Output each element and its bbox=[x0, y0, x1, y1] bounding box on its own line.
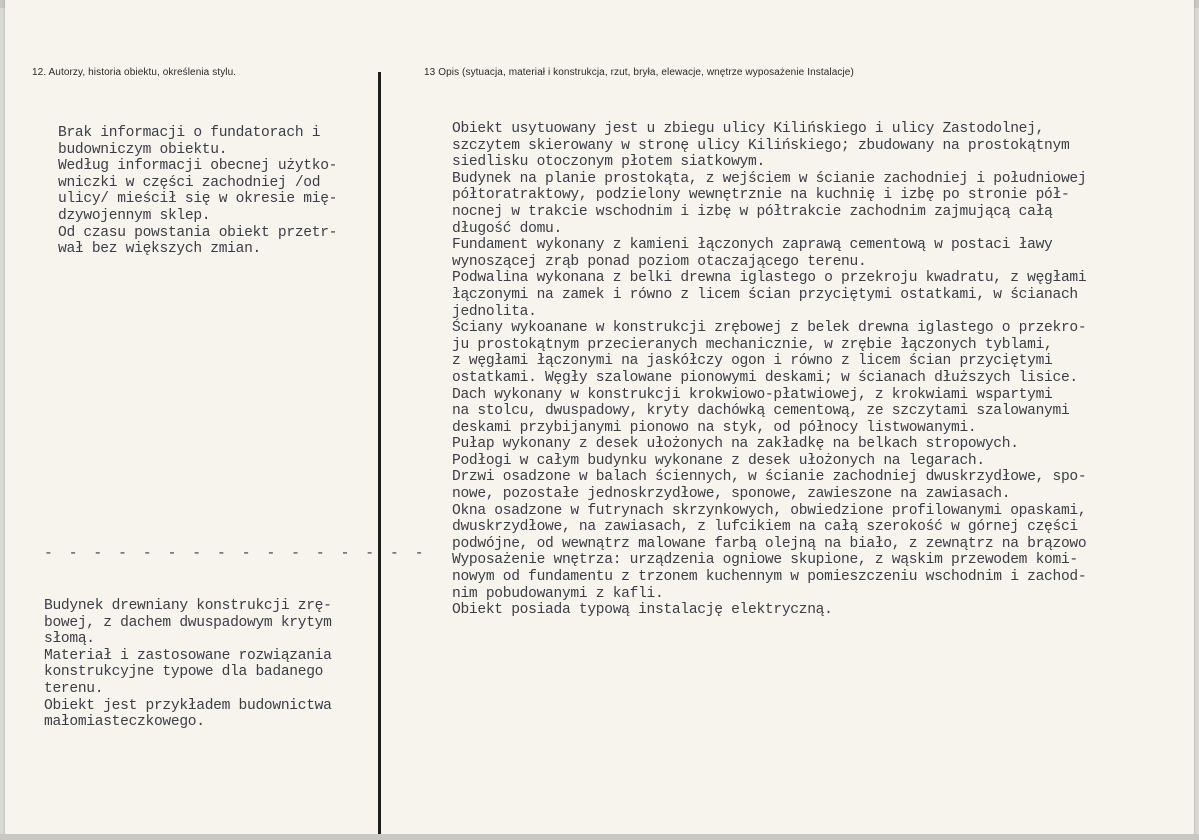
text-line: długość domu. bbox=[452, 220, 562, 237]
text-line: deskami przybijanymi pionowo na styk, od północy listwowanymi. bbox=[452, 419, 977, 436]
text-line: wynoszącej zrąb ponad poziom otaczającego terenu. bbox=[452, 253, 867, 270]
text-line: wniczki w części zachodniej /od bbox=[58, 174, 321, 191]
text-line: Materiał i zastosowane rozwiązania bbox=[44, 647, 332, 664]
text-line: małomiasteczkowego. bbox=[44, 714, 205, 731]
text-line: półtoratraktowy, podzielony wewnętrznie na kuchnię i izbę po stronie pół- bbox=[452, 187, 1070, 204]
text-line: na stolcu, dwuspadowy, kryty dachówką cementową, ze szczytami szalowanymi bbox=[452, 403, 1070, 420]
text-line: słomą. bbox=[44, 631, 95, 648]
text-line: budowniczym obiektu. bbox=[58, 141, 228, 158]
text-line: Obiekt jest przykładem budownictwa bbox=[44, 697, 332, 714]
text-line: szczytem skierowany w stronę ulicy Kilińskiego; zbudowany na prostokątnym bbox=[452, 137, 1070, 154]
text-line: łączonymi na zamek i równo z licem ścian przyciętymi ostatkami, w ścianach bbox=[452, 286, 1078, 303]
text-line: podwójne, od wewnątrz malowane farbą olejną na biało, z zewnątrz na brązowo bbox=[452, 535, 1087, 552]
description-text bbox=[452, 121, 1194, 619]
history-text bbox=[58, 125, 383, 258]
text-line: Obiekt usytuowany jest u zbiegu ulicy Kilińskiego i ulicy Zastodolnej, bbox=[452, 121, 1045, 137]
text-line: ulicy/ mieścił się w okresie mię- bbox=[58, 191, 338, 208]
text-line: Fundament wykonany z kamieni łączonych zaprawą cementową w postaci ławy bbox=[452, 237, 1053, 254]
text-line: nowym od fundamentu z trzonem kuchennym w pomieszczeniu wschodnim i zachod- bbox=[452, 569, 1087, 586]
text-line: Od czasu powstania obiekt przetr- bbox=[58, 224, 338, 241]
text-line: Brak informacji o fundatorach i bbox=[58, 125, 321, 141]
text-line: bowej, z dachem dwuspadowym krytym bbox=[44, 614, 332, 631]
text-line: jednolita. bbox=[452, 303, 537, 320]
field-12-header: 12. Autorzy, historia obiektu, określenia stylu. bbox=[32, 67, 237, 78]
text-line: Wyposażenie wnętrza: urządzenia ogniowe skupione, z wąskim przewodem komi- bbox=[452, 552, 1078, 569]
text-line: Budynek na planie prostokąta, z wejściem w ścianie zachodniej i południowej bbox=[452, 170, 1087, 187]
dashed-separator: - - - - - - - - - - - - - - - - bbox=[44, 546, 428, 562]
text-line: wał bez większych zmian. bbox=[58, 241, 261, 258]
text-line: Podłogi w całym budynku wykonane z desek ułożonych na legarach. bbox=[452, 452, 985, 469]
text-line: Podwalina wykonana z belki drewna iglastego o przekroju kwadratu, z węgłami bbox=[452, 270, 1087, 287]
text-line: nowe, pozostałe jednoskrzydłowe, sponowe, zawieszone na zawiasach. bbox=[452, 486, 1011, 503]
text-line: z węgłami łączonymi na jaskółczy ogon i równo z licem ścian przyciętymi bbox=[452, 353, 1053, 370]
text-line: dzywojennym sklep. bbox=[58, 207, 211, 224]
text-line: ostatkami. Węgły szalowane pionowymi deskami; w ścianach dłuższych lisice. bbox=[452, 369, 1078, 386]
text-line: konstrukcyjne typowe dla badanego bbox=[44, 664, 324, 681]
text-line: Budynek drewniany konstrukcji zrę- bbox=[44, 598, 332, 614]
style-text bbox=[44, 598, 383, 731]
text-line: nocnej w trakcie wschodnim i izbę w półtrakcie zachodnim zajmującą całą bbox=[452, 203, 1053, 220]
text-line: dwuskrzydłowe, na zawiasach, z lufcikiem na całą szerokość w górnej części bbox=[452, 519, 1078, 536]
text-line: siedlisku otoczonym płotem siatkowym. bbox=[452, 154, 765, 171]
text-line: Ściany wykoanane w konstrukcji zrębowej z belek drewna iglastego o przekro- bbox=[452, 320, 1087, 337]
text-line: Obiekt posiada typową instalację elektryczną. bbox=[452, 602, 833, 619]
scan-edge-bottom bbox=[0, 834, 1199, 840]
text-line: Drzwi osadzone w balach ściennych, w ścianie zachodniej dwuskrzydłowe, spo- bbox=[452, 469, 1087, 486]
text-line: Okna osadzone w futrynach skrzynkowych, obwiedzione profilowanymi opaskami, bbox=[452, 502, 1087, 519]
text-line: terenu. bbox=[44, 680, 104, 697]
text-line: Pułap wykonany z desek ułożonych na zakładkę na belkach stropowych. bbox=[452, 436, 1019, 453]
text-line: nim pobudowanymi z kafli. bbox=[452, 585, 664, 602]
text-line: Dach wykonany w konstrukcji krokwiowo-płatwiowej, z krokwiami wspartymi bbox=[452, 386, 1053, 403]
text-line: Według informacji obecnej użytko- bbox=[58, 158, 338, 175]
text-line: ju prostokątnym przecieranych mechanicznie, w zrębie łączonych tyblami, bbox=[452, 336, 1053, 353]
field-13-header: 13 Opis (sytuacja, materiał i konstrukcja, rzut, bryła, elewacje, wnętrze wyposażenie Instalacje) bbox=[424, 67, 854, 78]
